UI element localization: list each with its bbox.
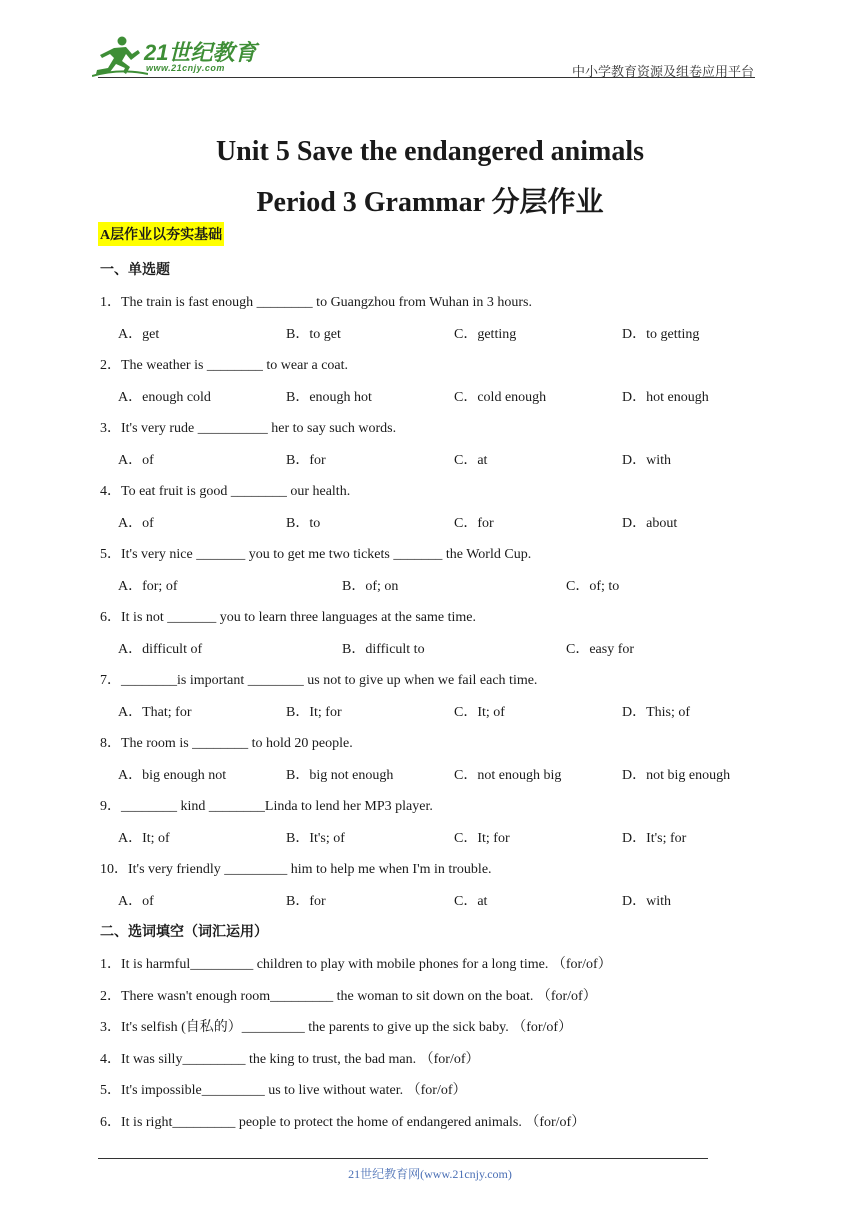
option: A．of: [118, 516, 154, 531]
option: A．That; for: [118, 705, 192, 720]
option: B．difficult to: [342, 642, 425, 657]
option: B．It's; of: [286, 831, 345, 846]
option: D．to getting: [622, 327, 700, 342]
option: D．It's; for: [622, 831, 687, 846]
question-2: 2．The weather is ________ to wear a coat.: [100, 358, 349, 373]
option: D．about: [622, 516, 678, 531]
option: C．It; for: [454, 831, 510, 846]
fill-item-1: 1．It is harmful_________ children to play with mobile phones for a long time. （for/of）: [100, 957, 612, 972]
section-a-label: A层作业以夯实基础: [98, 222, 224, 246]
option: B．of; on: [342, 579, 399, 594]
option: A．enough cold: [118, 390, 211, 405]
option: C．at: [454, 453, 488, 468]
option: D．This; of: [622, 705, 691, 720]
page-title: Unit 5 Save the endangered animals: [215, 136, 645, 167]
option: B．to get: [286, 327, 341, 342]
option: C．cold enough: [454, 390, 547, 405]
option: C．getting: [454, 327, 517, 342]
fill-item-2: 2．There wasn't enough room_________ the woman to sit down on the boat. （for/of）: [100, 989, 597, 1004]
option: A．It; of: [118, 831, 170, 846]
header-divider: [98, 77, 755, 78]
option: A．big enough not: [118, 768, 227, 783]
question-9: 9．________ kind ________Linda to lend her MP3 player.: [100, 799, 433, 814]
option: A．difficult of: [118, 642, 203, 657]
footer-divider: [98, 1158, 708, 1159]
option: B．for: [286, 453, 326, 468]
runner-logo-icon: [92, 34, 148, 78]
part2-heading: 二、选词填空（词汇运用）: [100, 925, 268, 940]
option: B．for: [286, 894, 326, 909]
question-8: 8．The room is ________ to hold 20 people.: [100, 736, 353, 751]
question-6: 6．It is not _______ you to learn three languages at the same time.: [100, 610, 476, 625]
question-1: 1．The train is fast enough ________ to Guangzhou from Wuhan in 3 hours.: [100, 295, 532, 310]
option: C．at: [454, 894, 488, 909]
fill-item-4: 4．It was silly_________ the king to trust, the bad man. （for/of）: [100, 1052, 480, 1067]
logo: [92, 34, 262, 78]
logo-url: www.21cnjy.com: [146, 63, 225, 73]
option: C．It; of: [454, 705, 505, 720]
option: D．with: [622, 453, 671, 468]
logo-text: 21世纪教育: [144, 40, 257, 65]
question-4: 4．To eat fruit is good ________ our health.: [100, 484, 351, 499]
option: A．of: [118, 453, 154, 468]
option: C．easy for: [566, 642, 635, 657]
option: B．big not enough: [286, 768, 394, 783]
header-platform: 中小学教育资源及组卷应用平台: [571, 64, 754, 79]
question-5: 5．It's very nice _______ you to get me two tickets _______ the World Cup.: [100, 547, 532, 562]
option: C．of; to: [566, 579, 620, 594]
option: B．It; for: [286, 705, 342, 720]
option: A．get: [118, 327, 160, 342]
footer-text: 21世纪教育网(www.21cnjy.com): [348, 1167, 512, 1181]
fill-item-3: 3．It's selfish (自私的）_________ the parents to give up the sick baby. （for/of）: [100, 1020, 573, 1035]
option: A．of: [118, 894, 154, 909]
page-subtitle: Period 3 Grammar 分层作业: [256, 187, 604, 218]
option: A．for; of: [118, 579, 178, 594]
question-7: 7．________is important ________ us not to give up when we fail each time.: [100, 673, 538, 688]
option: D．hot enough: [622, 390, 709, 405]
option: C．not enough big: [454, 768, 562, 783]
question-10: 10．It's very friendly _________ him to help me when I'm in trouble.: [100, 862, 492, 877]
option: B．to: [286, 516, 321, 531]
part1-heading: 一、单选题: [100, 263, 170, 278]
fill-item-6: 6．It is right_________ people to protect the home of endangered animals. （for/of）: [100, 1115, 586, 1130]
option: B．enough hot: [286, 390, 372, 405]
question-3: 3．It's very rude __________ her to say such words.: [100, 421, 397, 436]
option: C．for: [454, 516, 494, 531]
option: D．with: [622, 894, 671, 909]
option: D．not big enough: [622, 768, 731, 783]
fill-item-5: 5．It's impossible_________ us to live without water. （for/of）: [100, 1083, 467, 1098]
